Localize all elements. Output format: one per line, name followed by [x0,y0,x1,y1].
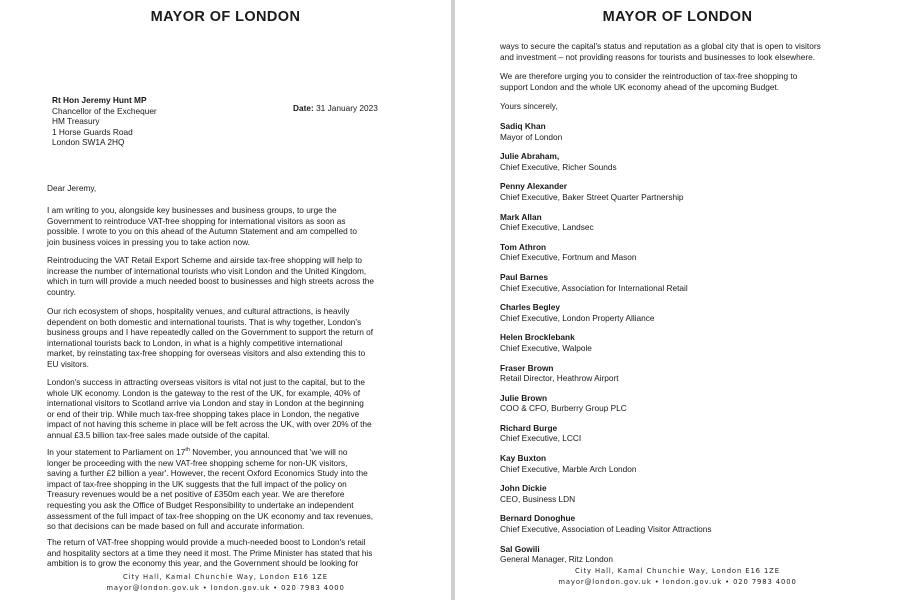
text-line: requesting you ask the Office of Budget Responsibility to undertake an independent [47,499,354,510]
signatory-title: Chief Executive, Walpole [500,342,592,353]
date-value: 31 January 2023 [316,103,378,113]
text-run: November, you announced that 'we will no [189,447,348,457]
signatory [500,544,840,574]
signatory-name: Richard Burge [500,422,558,433]
text-line: annual £3.5 billion tax-free sales made outside of the capital. [47,429,270,440]
signatory-title: Chief Executive, Landsec [500,222,594,233]
text-line: We are therefore urging you to consider the reintroduction of tax-free shopping to [500,71,798,81]
signatory-name: John Dickie [500,483,547,494]
signatory-name: Kay Buxton [500,453,547,464]
signatory-title: Chief Executive, Association of Leading Visitor Attractions [500,524,712,535]
signatory [500,302,840,332]
text-line: business groups and I have repeatedly called on the Government to support the return of [47,327,374,338]
body-paragraph [47,537,442,569]
text-line: and investment – not providing reasons for tourists and businesses to look elsewhere. [500,51,815,62]
text-line: ways to secure the capital's status and reputation as a global city that is open to visitors [500,41,821,51]
text-line: The return of VAT-free shopping would provide a much-needed boost to London's retail [47,537,366,547]
text-line [47,447,442,458]
text-line: impact of not having this scheme in place will be felt across the UK, with over 20% of the [47,419,372,430]
body-paragraph [47,205,442,247]
text-line: EU visitors. [47,358,89,369]
signatory-title: Chief Executive, Marble Arch London [500,463,637,474]
text-line: saving a further £2 billion a year'. However, the recent Oxford Economics Study into the [47,468,368,479]
signatory [500,121,840,151]
recipient-address [52,95,157,148]
footer-address: City Hall, Kamal Chunchie Way, London E16 1ZE [575,567,780,575]
letter-footer [0,572,451,594]
signatory [500,423,840,453]
text-line: market, by reinstating tax-free shopping for overseas visitors and also extending this to [47,348,366,359]
text-line: impact of tax-free shopping in the UK suggests that the full impact of the policy on [47,478,347,489]
text-line: Government to reintroduce VAT-free shopping for international visitors as soon as [47,215,346,226]
signatory-name: Fraser Brown [500,362,554,373]
text-line: which in turn will provide a much needed boost to businesses and high streets across the [47,276,374,287]
body-paragraph [47,306,442,370]
body-paragraph [500,71,840,92]
signatory-name: Bernard Donoghue [500,513,576,524]
signatory-title: Chief Executive, Richer Sounds [500,161,617,172]
letter-date [293,103,378,114]
signatory [500,332,840,362]
signatory [500,453,840,483]
text-line: possible. I wrote to you on this ahead of the Autumn Statement and am compelled to [47,226,357,237]
footer-contact: mayor@london.gov.uk • london.gov.uk • 020 7983 4000 [558,578,797,586]
text-line: international tourists back to London, in what is a highly competitive international [47,337,343,348]
text-line: dependent on both domestic and international tourists. That is why together, London's [47,316,362,327]
recipient-line: London SW1A 2HQ [52,137,125,148]
signatory-name: Sal Gowili [500,543,540,554]
signatory [500,272,840,302]
signatory [500,363,840,393]
text-line: join business voices in pressing you to take action now. [47,236,250,247]
signatory-name: Charles Begley [500,302,560,313]
signatory-title: COO & CFO, Burberry Group PLC [500,403,627,414]
masthead-title: MAYOR OF LONDON [150,9,301,25]
signatory [500,242,840,272]
text-line: increase the number of international tourists who visit London and the United Kingdom, [47,265,367,276]
text-run: In your statement to Parliament on 17 [47,447,186,457]
signatory-name: Sadiq Khan [500,121,546,131]
signatory-title: General Manager, Ritz London [500,554,614,565]
text-line: support London and the whole UK economy ahead of the upcoming Budget. [500,81,780,92]
footer-address: City Hall, Kamal Chunchie Way, London E16 1ZE [123,573,328,581]
recipient-line: HM Treasury [52,116,100,127]
page-divider [451,0,455,600]
text-line: Treasury revenues would be a net positive of £350m each year. We are therefore [47,489,345,500]
text-line: so that decisions can be made based on full and accurate information. [47,521,305,532]
salutation: Dear Jeremy, [47,183,97,193]
signatory-title: Retail Director, Heathrow Airport [500,373,619,384]
closing-line: Yours sincerely, [500,101,558,111]
signatory-title: CEO, Business LDN [500,493,576,504]
text-line: country. [47,286,76,297]
signatory-name: Julie Brown [500,392,548,403]
masthead-title: MAYOR OF LONDON [602,9,753,25]
text-line: international visitors to Scotland arrive via London and stay in London at the beginning [47,398,364,409]
signatory-list [500,121,840,574]
ordinal-suffix: th [185,447,190,454]
text-line: and hospitality sectors at a time they need it most. The Prime Minister has stated that his [47,547,373,558]
text-line: assessment of the full impact of tax-free shopping on the UK economy and tax revenues, [47,510,374,521]
signatory-title: Mayor of London [500,131,563,142]
text-line: whole UK economy. London is the gateway to the rest of the UK, for example, 40% of [47,387,360,398]
recipient-name: Rt Hon Jeremy Hunt MP [52,95,147,105]
text-line: Our rich ecosystem of shops, hospitality venues, and cultural attractions, is heavily [47,306,350,316]
signatory [500,212,840,242]
text-line: I am writing to you, alongside key businesses and business groups, to urge the [47,205,337,215]
text-line: Reintroducing the VAT Retail Export Scheme and airside tax-free shopping will help to [47,255,362,265]
signatory-title: Chief Executive, London Property Alliance [500,312,655,323]
signatory-title: Chief Executive, Baker Street Quarter Partnership [500,191,684,202]
signatory-title: Chief Executive, LCCI [500,433,582,444]
text-line: London's success in attracting overseas visitors is vital not just to the capital, but to the [47,377,365,387]
text-line: ambition is to grow the economy this year, and the Government should be looking for [47,558,359,569]
signatory-name: Tom Athron [500,241,547,252]
body-paragraph [500,41,840,62]
signatory-title: Chief Executive, Association for International Retail [500,282,688,293]
text-line: longer be proceeding with the new VAT-free shopping scheme for non-UK visitors, [47,457,348,468]
body-paragraph [47,255,442,297]
signatory-name: Penny Alexander [500,181,568,192]
signatory-title: Chief Executive, Fortnum and Mason [500,252,637,263]
footer-contact: mayor@london.gov.uk • london.gov.uk • 020 7983 4000 [106,584,345,592]
signatory [500,513,840,543]
signatory [500,393,840,423]
signatory-name: Mark Allan [500,211,542,222]
body-paragraph [47,447,442,532]
recipient-line: 1 Horse Guards Road [52,126,133,137]
body-paragraph [47,377,442,441]
signatory-name: Paul Barnes [500,271,548,282]
text-line: or end of their trip. While much tax-free shopping takes place in London, the negative [47,408,360,419]
signatory [500,151,840,181]
date-label: Date: [293,103,314,113]
signatory [500,181,840,211]
signatory [500,483,840,513]
recipient-line: Chancellor of the Exchequer [52,105,157,116]
signatory-name: Julie Abraham, [500,151,560,162]
signatory-name: Helen Brocklebank [500,332,575,343]
